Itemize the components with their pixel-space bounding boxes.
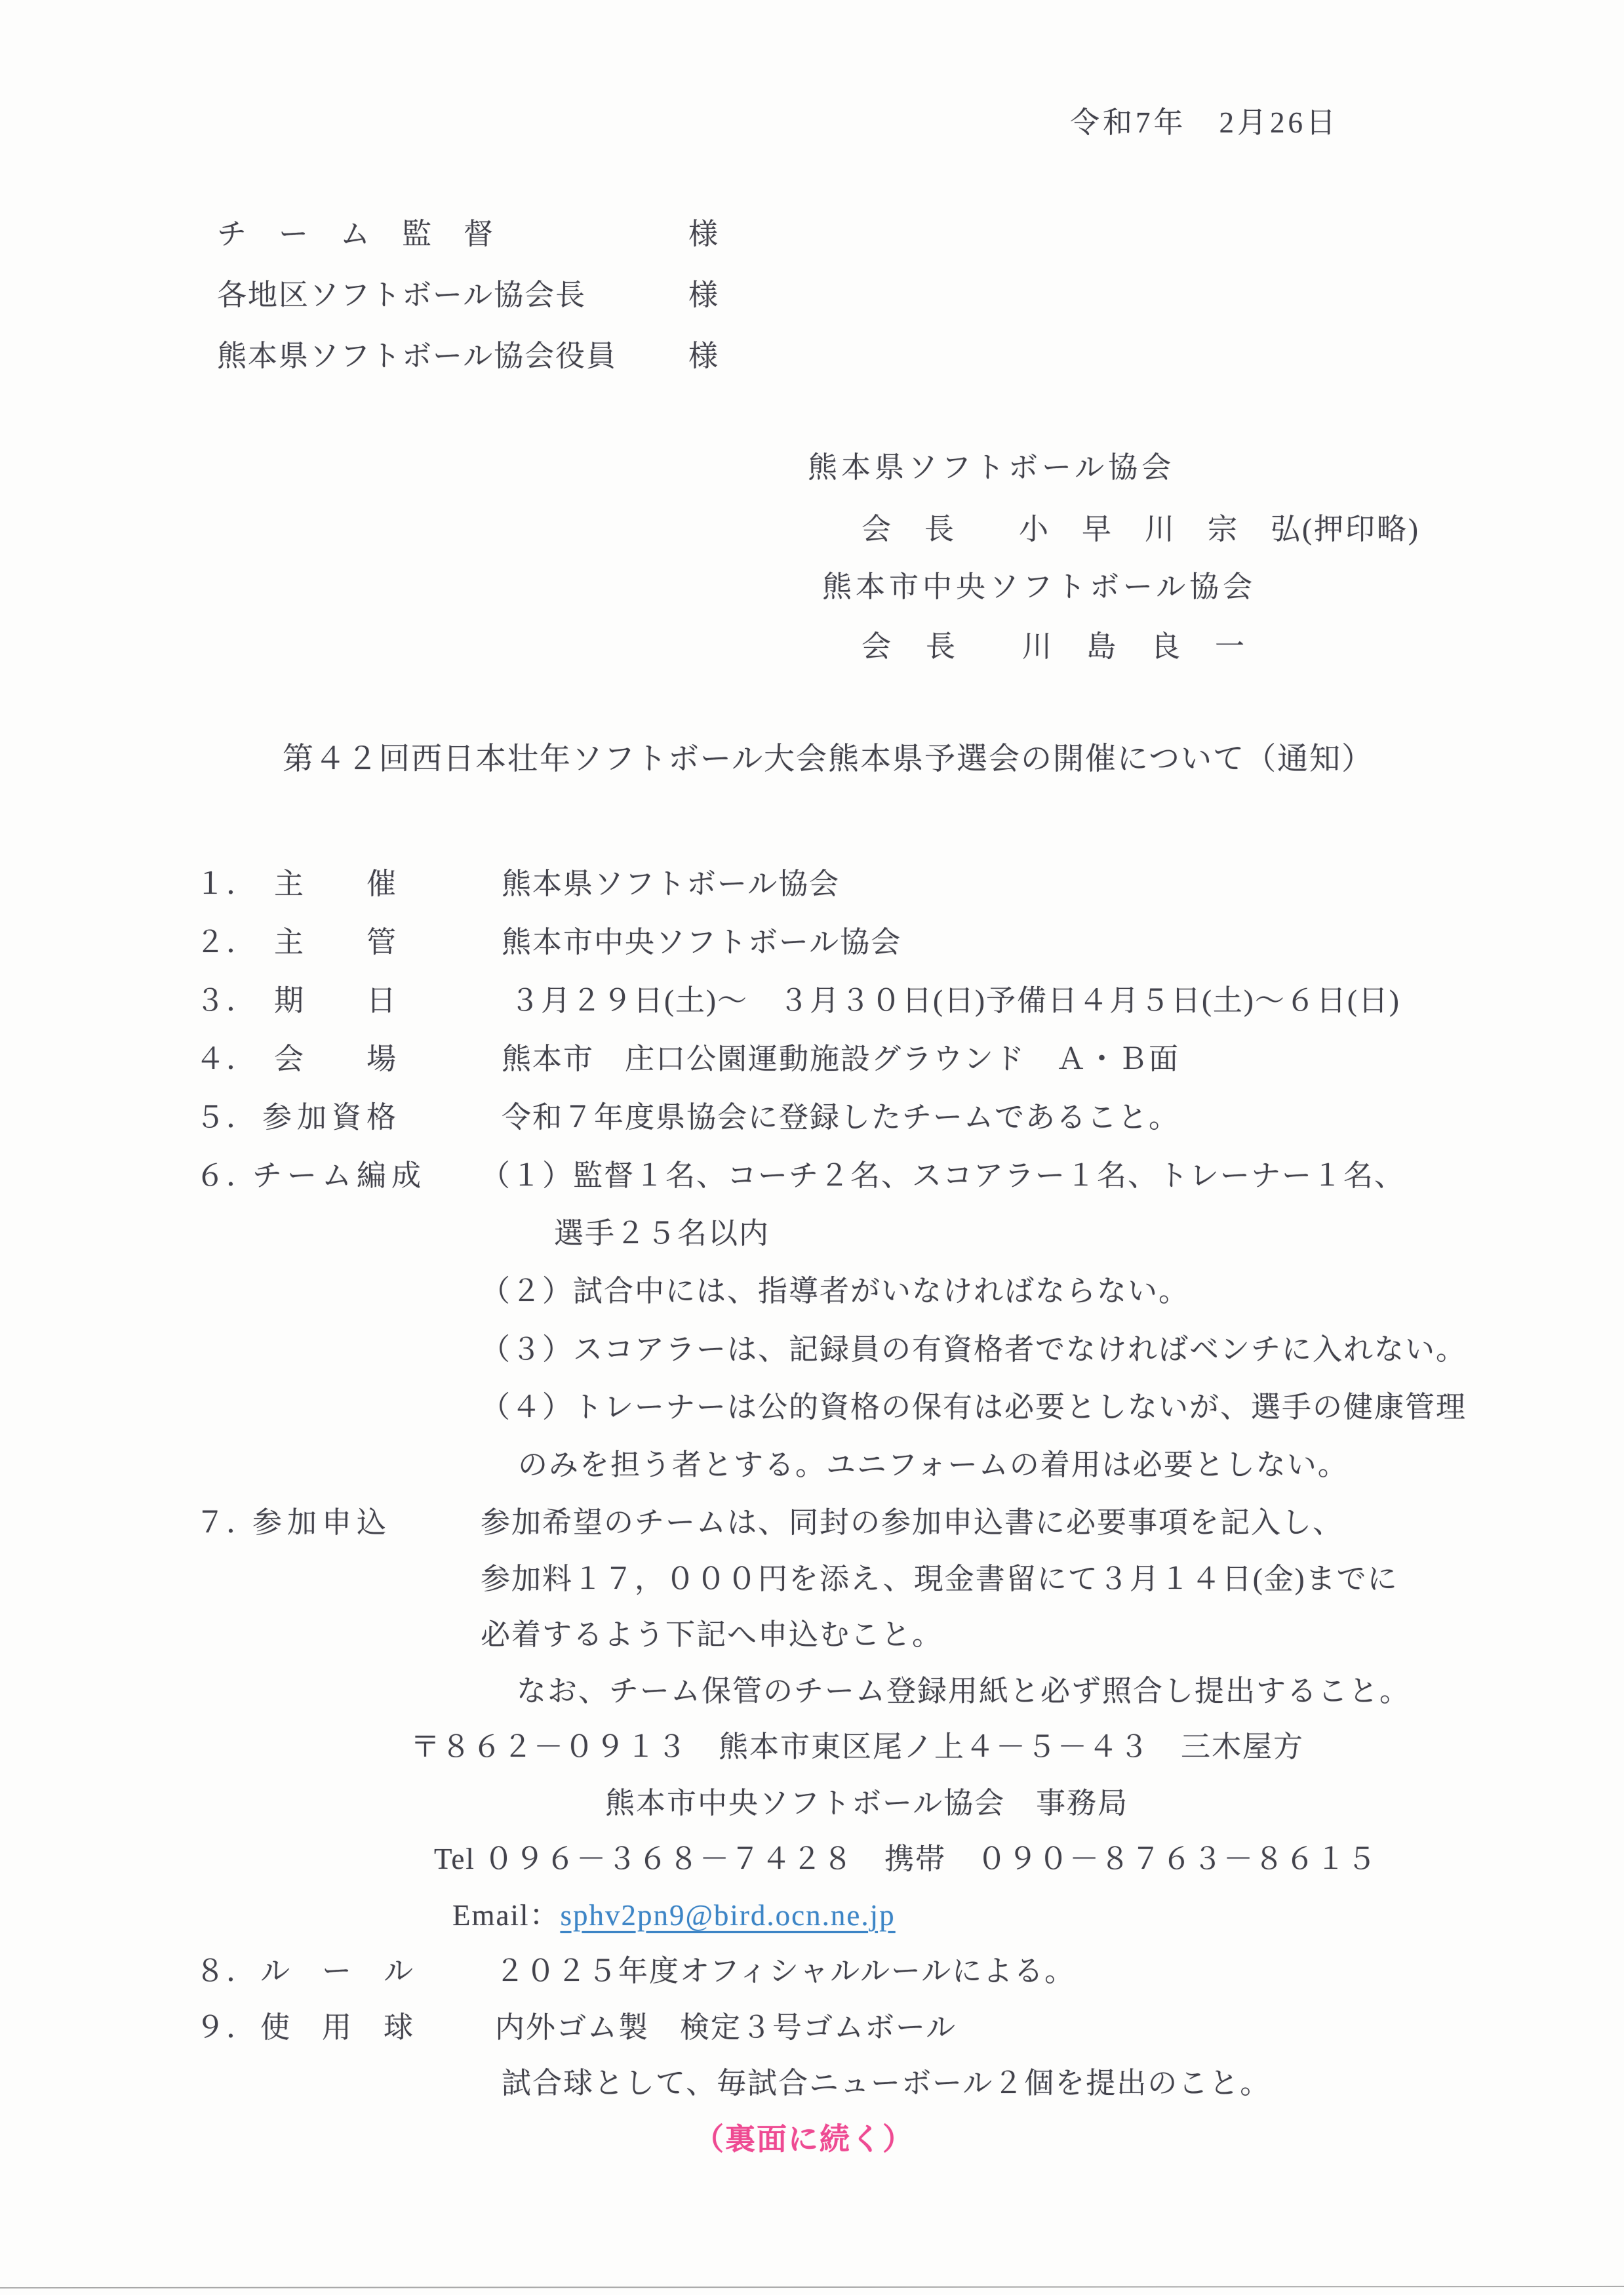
item-label: チーム編成 xyxy=(252,1159,427,1192)
email-wrap xyxy=(452,1891,896,1934)
item-row-shiyokyu xyxy=(0,2003,1624,2043)
item-text: 令和７年度県協会に登録したチームであること。 xyxy=(502,1101,1180,1134)
scan-edge-line xyxy=(0,2286,1624,2288)
recipient-honorific: 様 xyxy=(688,340,720,372)
item-subclause xyxy=(0,1325,1624,1365)
document-title: 第４２回西日本壮年ソフトボール大会熊本県予選会の開催について（通知） xyxy=(283,742,1374,776)
item-number: ６． xyxy=(195,1159,258,1192)
item-continuation xyxy=(0,1555,1624,1594)
item-text: 参加希望のチームは、同封の参加申込書に必要事項を記入し、 xyxy=(481,1506,1344,1539)
item-continuation xyxy=(0,1209,1624,1248)
item-subclause xyxy=(0,1267,1624,1306)
recipient-row xyxy=(0,332,1624,371)
sender-org-name: 熊本市中央ソフトボール協会 xyxy=(822,570,1257,603)
item-text: 熊本市中央ソフトボール協会 xyxy=(502,926,902,959)
email-line xyxy=(0,1891,1624,1930)
item-row-sanka-moshikomi xyxy=(0,1498,1624,1538)
item-subclause xyxy=(0,1383,1624,1422)
item-text: なお、チーム保管のチーム登録用紙と必ず照合し提出すること。 xyxy=(517,1675,1411,1707)
telephone-line xyxy=(0,1835,1624,1874)
item-row-shukan xyxy=(0,918,1624,957)
item-text: ３月２９日(土)～ ３月３０日(日)予備日４月５日(土)～６日(日) xyxy=(510,984,1400,1017)
telephone-numbers: Tel ０９６－３６８－７４２８ 携帯 ０９０－８７６３－８６１５ xyxy=(434,1843,1378,1875)
item-label: ル ー ル xyxy=(260,1955,415,1987)
item-text: （２）試合中には、指導者がいなければならない。 xyxy=(481,1275,1190,1307)
item-text: （１）監督１名、コーチ２名、スコアラー１名、トレーナー１名、 xyxy=(481,1159,1406,1192)
document-title-line xyxy=(0,734,1624,774)
item-continuation xyxy=(0,2059,1624,2098)
recipient-honorific: 様 xyxy=(688,279,720,311)
item-number: ４． xyxy=(195,1043,258,1075)
email-label: Email： xyxy=(452,1899,561,1932)
item-row-sanka-shikaku xyxy=(0,1093,1624,1132)
item-text: 選手２５名以内 xyxy=(554,1217,770,1250)
item-text: 内外ゴム製 検定３号ゴムボール xyxy=(495,2011,957,2044)
office-line xyxy=(0,1779,1624,1818)
item-number: ５． xyxy=(195,1101,258,1134)
continued-on-back-note xyxy=(0,2115,1624,2155)
item-label: 使 用 球 xyxy=(260,2011,415,2044)
item-text: 参加料１７，０００円を添え、現金書留にて３月１４日(金)までに xyxy=(481,1563,1398,1595)
sender-org xyxy=(0,443,1624,483)
item-label: 参加申込 xyxy=(252,1506,392,1539)
email-link[interactable]: sphv2pn9@bird.ocn.ne.jp xyxy=(560,1899,896,1932)
date-line xyxy=(0,98,1624,138)
recipient-name: 熊本県ソフトボール協会役員 xyxy=(217,340,618,372)
item-continuation xyxy=(0,1441,1624,1480)
item-label: 期 日 xyxy=(274,984,398,1017)
item-number: １． xyxy=(195,868,258,900)
item-number: ３． xyxy=(195,984,258,1017)
item-number: ７． xyxy=(195,1506,258,1539)
item-row-shusai xyxy=(0,860,1624,899)
sender-org xyxy=(0,563,1624,602)
item-label: 主 管 xyxy=(274,926,398,959)
item-text: 試合球として、毎試合ニューボール２個を提出のこと。 xyxy=(502,2067,1271,2100)
recipient-name: チ ー ム 監 督 xyxy=(217,218,495,250)
item-text: 熊本市 庄口公園運動施設グラウンド Ａ・Ｂ面 xyxy=(502,1043,1180,1075)
item-text: 必着するよう下記へ申込むこと。 xyxy=(481,1618,943,1651)
item-text: 熊本県ソフトボール協会 xyxy=(502,868,841,900)
item-label: 会 場 xyxy=(274,1043,398,1075)
office-name: 熊本市中央ソフトボール協会 事務局 xyxy=(605,1787,1129,1820)
sender-president-name: 会 長 小 早 川 宗 弘(押印略) xyxy=(862,513,1420,546)
item-continuation xyxy=(0,1610,1624,1650)
item-label: 参加資格 xyxy=(262,1101,402,1134)
item-text: ２０２５年度オフィシャルルールによる。 xyxy=(495,1955,1076,1987)
sender-org-name: 熊本県ソフトボール協会 xyxy=(808,451,1176,484)
sender-president-name: 会 長 川 島 良 一 xyxy=(862,630,1248,663)
recipient-name: 各地区ソフトボール協会長 xyxy=(217,279,587,311)
sender-president xyxy=(0,505,1624,544)
sender-president xyxy=(0,622,1624,662)
postal-address: 〒８６２－０９１３ 熊本市東区尾ノ上４－５－４３ 三木屋方 xyxy=(410,1730,1305,1763)
postal-address-line xyxy=(0,1723,1624,1762)
recipient-row xyxy=(0,210,1624,249)
document-date: 令和7年 2月26日 xyxy=(1070,106,1339,139)
item-row-rule xyxy=(0,1947,1624,1986)
item-row-kaijo xyxy=(0,1035,1624,1074)
item-row-team-hensei xyxy=(0,1151,1624,1191)
item-number: ２． xyxy=(195,926,258,959)
item-number: ９． xyxy=(195,2011,258,2044)
item-number: ８． xyxy=(195,1955,258,1987)
item-row-kijitsu xyxy=(0,976,1624,1016)
recipient-row xyxy=(0,271,1624,310)
item-text: （４）トレーナーは公的資格の保有は必要としないが、選手の健康管理 xyxy=(481,1391,1467,1424)
continued-note-text: （裏面に続く） xyxy=(694,2123,914,2156)
item-text: のみを担う者とする。ユニフォームの着用は必要としない。 xyxy=(518,1448,1349,1481)
item-label: 主 催 xyxy=(274,868,398,900)
item-note xyxy=(0,1667,1624,1706)
item-text: （３）スコアラーは、記録員の有資格者でなければベンチに入れない。 xyxy=(481,1333,1467,1366)
recipient-honorific: 様 xyxy=(688,218,720,250)
